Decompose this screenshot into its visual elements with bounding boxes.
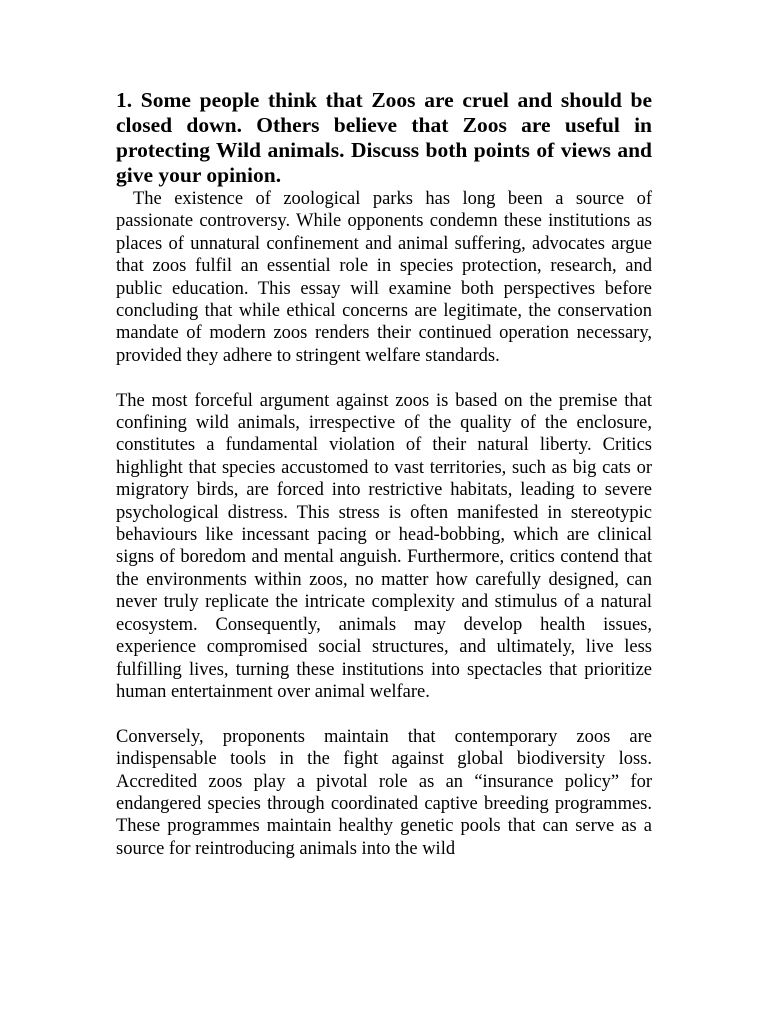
document-page <box>116 88 652 860</box>
argument-against-paragraph: The most forceful argument against zoos is based on the premise that confining wild animals, irrespective of the quality of the enclosure, constitutes a fundamental violation of their natural liberty. Critics highlight that species accustomed to vast territories, such as big cats or migratory birds, are forced into restrictive habitats, leading to severe psychological distress. This stress is often manifested in stereotypic behaviours like incessant pacing or head-bobbing, which are clinical signs of boredom and mental anguish. Furthermore, critics contend that the environments within zoos, no matter how carefully designed, can never truly replicate the intricate complexity and stimulus of a natural ecosystem. Consequently, animals may develop health issues, experience compromised social structures, and ultimately, live less fulfilling lives, turning these institutions into spectacles that prioritize human entertainment over animal welfare. <box>116 390 652 702</box>
paragraph-spacer <box>116 703 652 725</box>
essay-title: 1. Some people think that Zoos are cruel and should be closed down. Others believe that Zoos are useful in protecting Wild animals. Discuss both points of views and give your opinion. <box>116 88 652 187</box>
paragraph-spacer <box>116 367 652 389</box>
argument-for-paragraph: Conversely, proponents maintain that contemporary zoos are indispensable tools in the fight against global biodiversity loss. Accredited zoos play a pivotal role as an “insurance policy” for endangered species through coordinated captive breeding programmes. These programmes maintain healthy genetic pools that can serve as a source for reintroducing animals into the wild <box>116 726 652 859</box>
introduction-paragraph: The existence of zoological parks has long been a source of passionate controversy. While opponents condemn these institutions as places of unnatural confinement and animal suffering, advocates argue that zoos fulfil an essential role in species protection, research, and public education. This essay will examine both perspectives before concluding that while ethical concerns are legitimate, the conservation mandate of modern zoos renders their continued operation necessary, provided they adhere to stringent welfare standards. <box>116 189 652 366</box>
